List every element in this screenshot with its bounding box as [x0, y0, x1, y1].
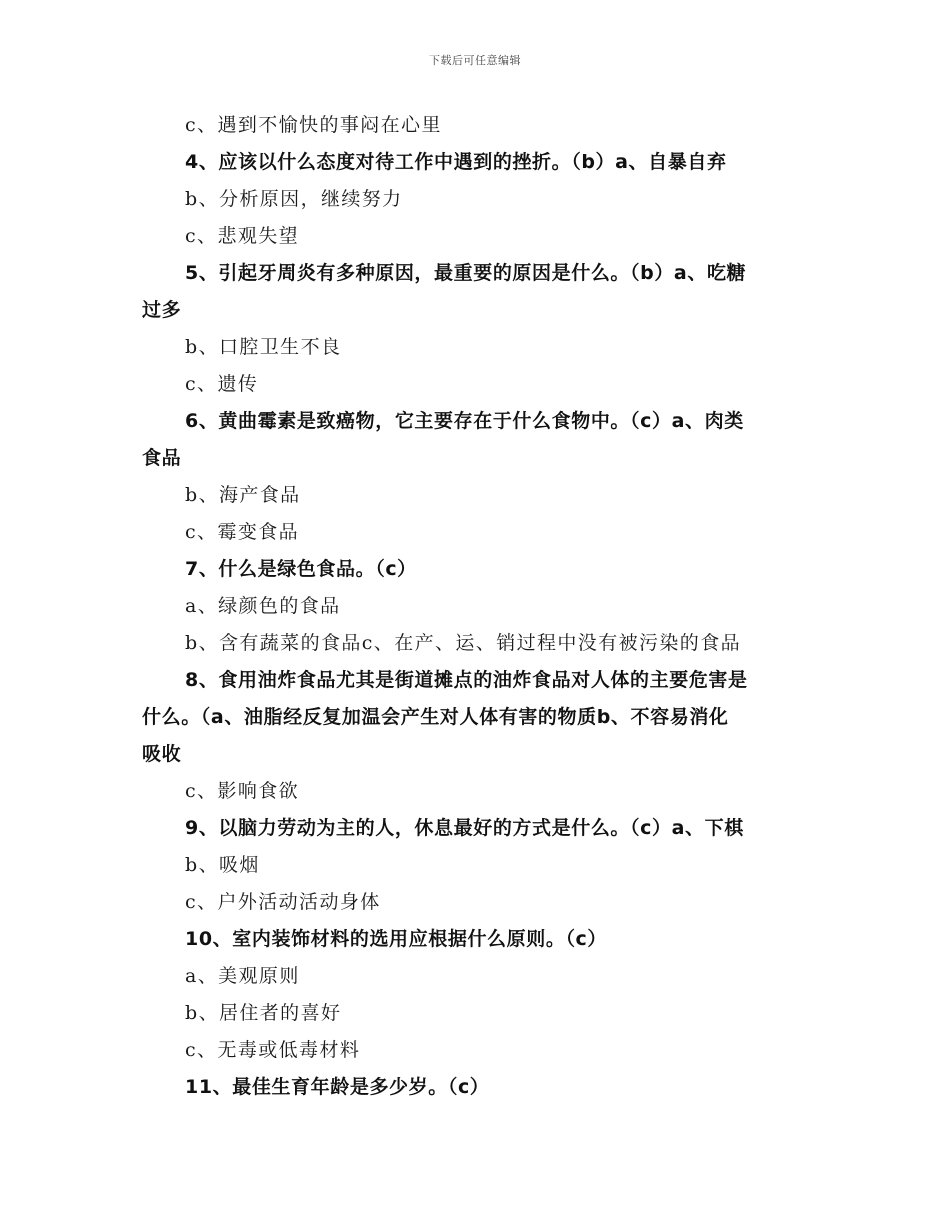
question-line: 4、应该以什么态度对待工作中遇到的挫折。（b）a、自暴自弃 [185, 151, 727, 173]
question-continuation: 过多 [142, 299, 182, 321]
option-line: b、含有蔬菜的食品c、在产、运、销过程中没有被污染的食品 [185, 632, 742, 654]
option-line: c、霉变食品 [185, 521, 300, 543]
option-line: c、户外活动活动身体 [185, 891, 381, 913]
option-line: c、无毒或低毒材料 [185, 1039, 361, 1061]
question-line: 6、黄曲霉素是致癌物，它主要存在于什么食物中。（c）a、肉类 [185, 410, 744, 432]
page-header: 下载后可任意编辑 [429, 54, 521, 67]
option-line: b、吸烟 [185, 854, 260, 876]
question-line: 11、最佳生育年龄是多少岁。（c） [185, 1076, 490, 1098]
option-line: b、分析原因，继续努力 [185, 188, 403, 210]
question-line: 10、室内装饰材料的选用应根据什么原则。（c） [185, 928, 608, 950]
option-line: c、影响食欲 [185, 780, 300, 802]
question-line: 5、引起牙周炎有多种原因，最重要的原因是什么。（b）a、吃糖 [185, 262, 747, 284]
option-line: a、绿颜色的食品 [185, 595, 341, 617]
option-line: b、海产食品 [185, 484, 301, 506]
text-line: c、遇到不愉快的事闷在心里 [185, 114, 442, 136]
question-line: 9、以脑力劳动为主的人，休息最好的方式是什么。（c）a、下棋 [185, 817, 744, 839]
question-continuation: 什么。（a、油脂经反复加温会产生对人体有害的物质b、不容易消化 [142, 706, 729, 728]
question-continuation: 吸收 [142, 743, 182, 765]
option-line: b、居住者的喜好 [185, 1002, 342, 1024]
option-line: b、口腔卫生不良 [185, 336, 342, 358]
question-continuation: 食品 [142, 447, 182, 469]
question-line: 8、食用油炸食品尤其是街道摊点的油炸食品对人体的主要危害是 [185, 669, 748, 691]
document-body [142, 107, 814, 1106]
option-line: c、悲观失望 [185, 225, 300, 247]
option-line: c、遗传 [185, 373, 259, 395]
option-line: a、美观原则 [185, 965, 300, 987]
question-line: 7、什么是绿色食品。（c） [185, 558, 417, 580]
